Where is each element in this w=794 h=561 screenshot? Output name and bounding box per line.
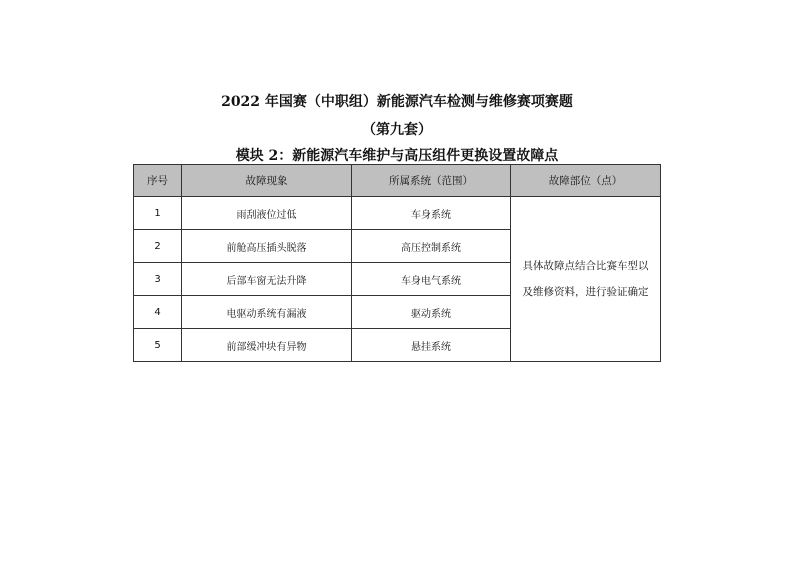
cell-phenomenon: 后部车窗无法升降 xyxy=(182,263,352,296)
cell-system: 悬挂系统 xyxy=(352,329,511,362)
cell-seq: 4 xyxy=(134,296,182,329)
location-line-1: 具体故障点结合比赛车型以 xyxy=(522,260,649,272)
document-subtitle: （第九套） xyxy=(362,122,432,138)
cell-phenomenon: 电驱动系统有漏液 xyxy=(182,296,352,329)
cell-phenomenon: 前部缓冲块有异物 xyxy=(182,329,352,362)
document-title: 2022 年国赛（中职组）新能源汽车检测与维修赛项赛题 xyxy=(221,94,573,110)
table-row xyxy=(134,197,661,230)
header-location: 故障部位（点） xyxy=(511,165,661,197)
cell-seq: 3 xyxy=(134,263,182,296)
cell-system: 车身电气系统 xyxy=(352,263,511,296)
cell-phenomenon: 前舱高压插头脱落 xyxy=(182,230,352,263)
cell-phenomenon: 雨刮液位过低 xyxy=(182,197,352,230)
header-seq: 序号 xyxy=(134,165,182,197)
table-header-row xyxy=(134,165,661,197)
header-system: 所属系统（范围） xyxy=(352,165,511,197)
cell-system: 高压控制系统 xyxy=(352,230,511,263)
cell-seq: 2 xyxy=(134,230,182,263)
fault-table xyxy=(133,164,661,362)
cell-system: 车身系统 xyxy=(352,197,511,230)
cell-system: 驱动系统 xyxy=(352,296,511,329)
cell-seq: 1 xyxy=(134,197,182,230)
cell-seq: 5 xyxy=(134,329,182,362)
module-title: 模块 2：新能源汽车维护与高压组件更换设置故障点 xyxy=(235,148,559,164)
header-phenomenon: 故障现象 xyxy=(182,165,352,197)
cell-location xyxy=(511,197,661,362)
location-line-2: 及维修资料，进行验证确定 xyxy=(522,286,649,298)
